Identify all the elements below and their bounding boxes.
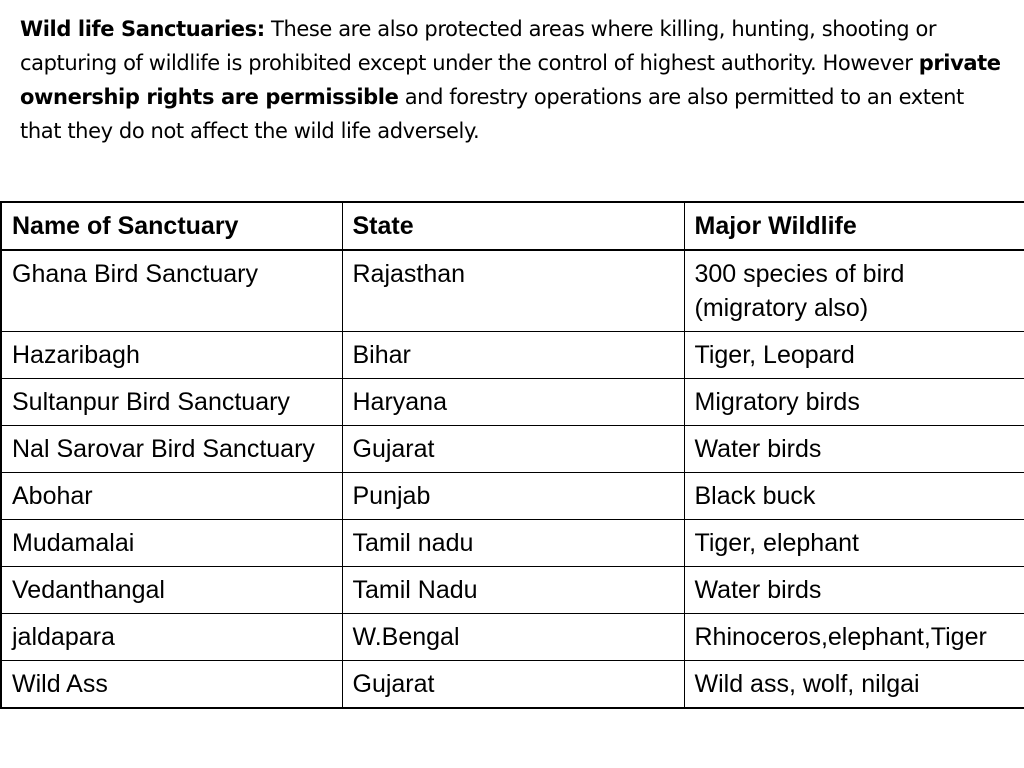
table-row [1, 250, 1024, 332]
table-row [1, 426, 1024, 473]
cell-sanctuary-name: Hazaribagh [1, 332, 342, 379]
table-row [1, 661, 1024, 709]
cell-state: Bihar [342, 332, 684, 379]
header-name-of-sanctuary: Name of Sanctuary [1, 202, 342, 250]
cell-major-wildlife: Tiger, elephant [684, 520, 1024, 567]
header-major-wildlife: Major Wildlife [684, 202, 1024, 250]
cell-major-wildlife: Rhinoceros,elephant,Tiger [684, 614, 1024, 661]
cell-major-wildlife: Migratory birds [684, 379, 1024, 426]
cell-state: Tamil nadu [342, 520, 684, 567]
intro-emphasis: private ownership rights are permissible [20, 51, 1001, 109]
cell-major-wildlife: Wild ass, wolf, nilgai [684, 661, 1024, 709]
table-header-row [1, 202, 1024, 250]
cell-major-wildlife: Tiger, Leopard [684, 332, 1024, 379]
intro-text-part-1: These are also protected areas where killing, hunting, shooting or capturing of wildlife is prohibited except under the control of highest authority. However [20, 17, 937, 75]
cell-major-wildlife: Water birds [684, 567, 1024, 614]
cell-state: Tamil Nadu [342, 567, 684, 614]
table-row [1, 614, 1024, 661]
cell-major-wildlife: Black buck [684, 473, 1024, 520]
cell-sanctuary-name: Nal Sarovar Bird Sanctuary [1, 426, 342, 473]
cell-state: Rajasthan [342, 250, 684, 332]
cell-sanctuary-name: Vedanthangal [1, 567, 342, 614]
cell-state: Punjab [342, 473, 684, 520]
cell-state: Gujarat [342, 426, 684, 473]
table-row [1, 567, 1024, 614]
cell-state: Gujarat [342, 661, 684, 709]
cell-major-wildlife: Water birds [684, 426, 1024, 473]
cell-sanctuary-name: Mudamalai [1, 520, 342, 567]
cell-sanctuary-name: Sultanpur Bird Sanctuary [1, 379, 342, 426]
cell-state: Haryana [342, 379, 684, 426]
table-row [1, 473, 1024, 520]
cell-sanctuary-name: Wild Ass [1, 661, 342, 709]
sanctuary-table [0, 201, 1024, 709]
intro-lead-heading: Wild life Sanctuaries: [20, 17, 265, 41]
cell-sanctuary-name: jaldapara [1, 614, 342, 661]
cell-sanctuary-name: Ghana Bird Sanctuary [1, 250, 342, 332]
intro-paragraph [20, 12, 1010, 148]
cell-sanctuary-name: Abohar [1, 473, 342, 520]
cell-state: W.Bengal [342, 614, 684, 661]
intro-text-part-2: and forestry operations are also permitted to an extent that they do not affect the wild life adversely. [20, 85, 964, 143]
table-row [1, 520, 1024, 567]
header-state: State [342, 202, 684, 250]
cell-major-wildlife: 300 species of bird (migratory also) [684, 250, 1024, 332]
table-row [1, 332, 1024, 379]
table-row [1, 379, 1024, 426]
